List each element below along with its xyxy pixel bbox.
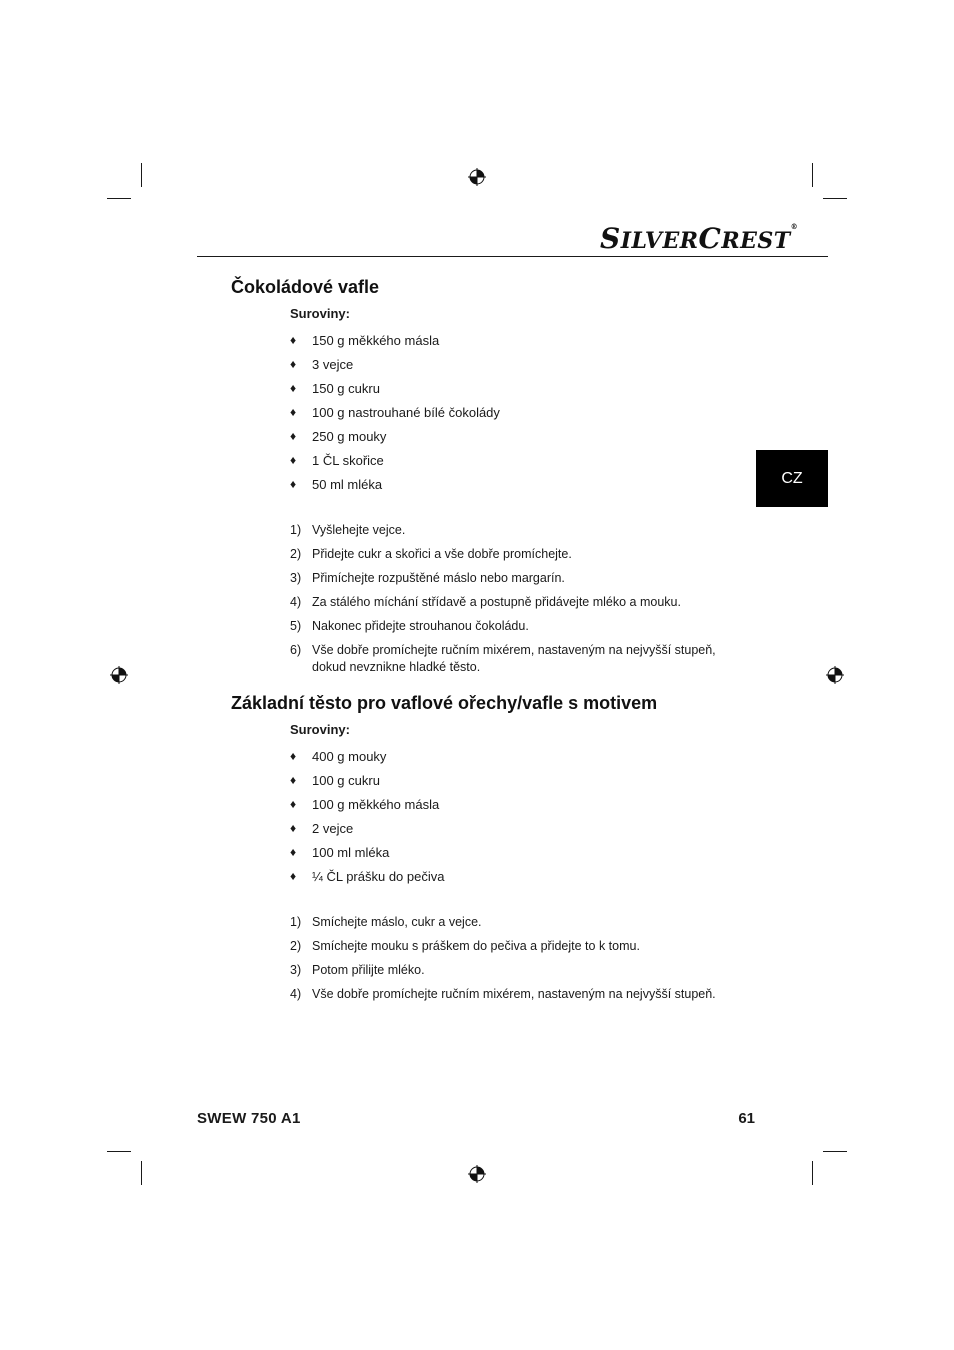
crop-mark xyxy=(812,1161,813,1185)
diamond-bullet-icon: ♦ xyxy=(290,453,297,467)
ingredients-list xyxy=(290,333,500,501)
ingredients-label: Suroviny: xyxy=(290,722,350,737)
crop-mark xyxy=(141,163,142,187)
footer-model: SWEW 750 A1 xyxy=(197,1110,301,1127)
list-item: ♦ 1 ČL skořice xyxy=(290,453,384,468)
list-item: ♦ 250 g mouky xyxy=(290,429,387,444)
brand-logo: SILVERCREST® xyxy=(600,222,799,255)
step-item: 2) Přidejte cukr a skořici a vše dobře promíchejte. xyxy=(290,547,572,561)
diamond-bullet-icon: ♦ xyxy=(290,797,297,811)
ingredients-list xyxy=(290,749,444,893)
list-item: ♦ 400 g mouky xyxy=(290,749,387,764)
diamond-bullet-icon: ♦ xyxy=(290,357,297,371)
step-item: 3) Potom přilijte mléko. xyxy=(290,963,425,977)
list-item: ♦ 100 g měkkého másla xyxy=(290,797,440,812)
language-tab xyxy=(756,450,828,507)
section-title: Základní těsto pro vaflové ořechy/vafle s motivem xyxy=(231,693,658,713)
list-item: ♦ 150 g měkkého másla xyxy=(290,333,440,348)
diamond-bullet-icon: ♦ xyxy=(290,477,297,491)
diamond-bullet-icon: ♦ xyxy=(290,405,297,419)
crop-mark xyxy=(823,1151,847,1152)
crop-mark xyxy=(141,1161,142,1185)
diamond-bullet-icon: ♦ xyxy=(290,749,297,763)
list-item: ♦ 3 vejce xyxy=(290,357,354,372)
diamond-bullet-icon: ♦ xyxy=(290,333,297,347)
list-item: ♦ 100 g cukru xyxy=(290,773,380,788)
ingredients-label: Suroviny: xyxy=(290,306,350,321)
step-item: 4) Vše dobře promíchejte ručním mixérem, nastaveným na nejvyšší stupeň. xyxy=(290,987,716,1001)
crop-mark xyxy=(823,198,847,199)
diamond-bullet-icon: ♦ xyxy=(290,773,297,787)
step-item: 6) Vše dobře promíchejte ručním mixérem, nastaveným na nejvyšší stupeň, dokud nevznikne hladké těsto. xyxy=(290,643,716,674)
list-item: ♦ ¼ ČL prášku do pečiva xyxy=(290,869,445,884)
diamond-bullet-icon: ♦ xyxy=(290,821,297,835)
list-item: ♦ 150 g cukru xyxy=(290,381,380,396)
list-item: ♦ 100 ml mléka xyxy=(290,845,390,860)
registration-mark-icon xyxy=(826,666,844,684)
diamond-bullet-icon: ♦ xyxy=(290,845,297,859)
registration-mark-icon xyxy=(468,168,486,186)
step-item: 1) Vyšlehejte vejce. xyxy=(290,523,406,537)
language-tab-label: CZ xyxy=(781,469,803,487)
list-item: ♦ 100 g nastrouhané bílé čokolády xyxy=(290,405,500,420)
step-item: 2) Smíchejte mouku s práškem do pečiva a přidejte to k tomu. xyxy=(290,939,640,953)
steps-list xyxy=(290,914,720,1010)
diamond-bullet-icon: ♦ xyxy=(290,869,297,883)
registration-mark-icon xyxy=(468,1165,486,1183)
crop-mark xyxy=(107,198,131,199)
crop-mark xyxy=(107,1151,131,1152)
step-item: 3) Přimíchejte rozpuštěné máslo nebo margarín. xyxy=(290,571,565,585)
crop-mark xyxy=(812,163,813,187)
page-number: 61 xyxy=(738,1110,755,1127)
list-item: ♦ 2 vejce xyxy=(290,821,354,836)
header-rule xyxy=(197,256,828,257)
step-item: 1) Smíchejte máslo, cukr a vejce. xyxy=(290,915,482,929)
steps-list xyxy=(290,522,720,683)
list-item: ♦ 50 ml mléka xyxy=(290,477,383,492)
registration-mark-icon xyxy=(110,666,128,684)
step-item: 4) Za stálého míchání střídavě a postupně přidávejte mléko a mouku. xyxy=(290,595,681,609)
diamond-bullet-icon: ♦ xyxy=(290,429,297,443)
step-item: 5) Nakonec přidejte strouhanou čokoládu. xyxy=(290,619,529,633)
diamond-bullet-icon: ♦ xyxy=(290,381,297,395)
section-title: Čokoládové vafle xyxy=(231,277,380,297)
